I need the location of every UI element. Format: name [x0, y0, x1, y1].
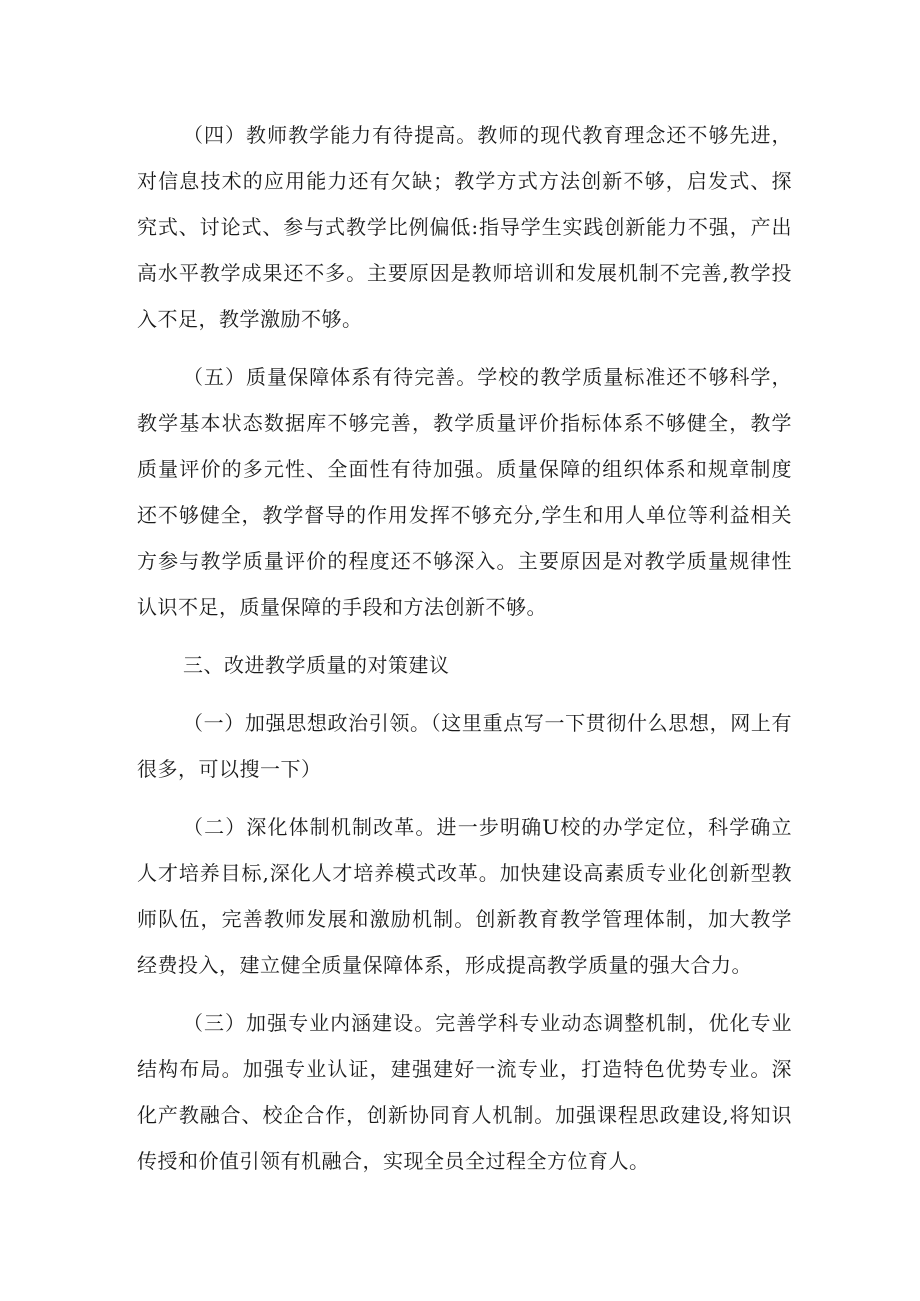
section-heading: 三、改进教学质量的对策建议 — [183, 653, 450, 677]
paragraph-quality-assurance: （五）质量保障体系有待完善。学校的教学质量标准还不够科学，教学基本状态数据库不够完善，教学质量评价指标体系不够健全，教学质量评价的多元性、全面性有待加强。质量保障的组织体系和规章制度还不够健全，教学督导的作用发挥不够充分,学生和用人单位等利益相关方参与教学质量评价的程度还不够深入。主要原因是对教学质量规律性认识不足，质量保障的手段和方法创新不够。 — [137, 365, 792, 619]
suggestion-ideology: （一）加强思想政治引领。（这里重点写一下贯彻什么思想，网上有很多，可以搜一下） — [137, 711, 792, 781]
suggestion-reform: （二）深化体制机制改革。进一步明确U校的办学定位，科学确立人才培养目标,深化人才培养模式改革。加快建设高素质专业化创新型教师队伍，完善教师发展和激励机制。创新教育教学管理体制，加大教学经费投入，建立健全质量保障体系，形成提高教学质量的强大合力。 — [137, 815, 792, 977]
paragraph-teacher-ability: （四）教师教学能力有待提高。教师的现代教育理念还不够先进，对信息技术的应用能力还有欠缺；教学方式方法创新不够，启发式、探究式、讨论式、参与式教学比例偏低:指导学生实践创新能力不强，产出高水平教学成果还不多。主要原因是教师培训和发展机制不完善,教学投入不足，教学激励不够。 — [137, 123, 792, 331]
suggestion-major-building: （三）加强专业内涵建设。完善学科专业动态调整机制，优化专业结构布局。加强专业认证，建强建好一流专业，打造特色优势专业。深化产教融合、校企合作，创新协同育人机制。加强课程思政建设,将知识传授和价值引领有机融合，实现全员全过程全方位育人。 — [137, 1011, 792, 1173]
document-body — [137, 112, 792, 1184]
